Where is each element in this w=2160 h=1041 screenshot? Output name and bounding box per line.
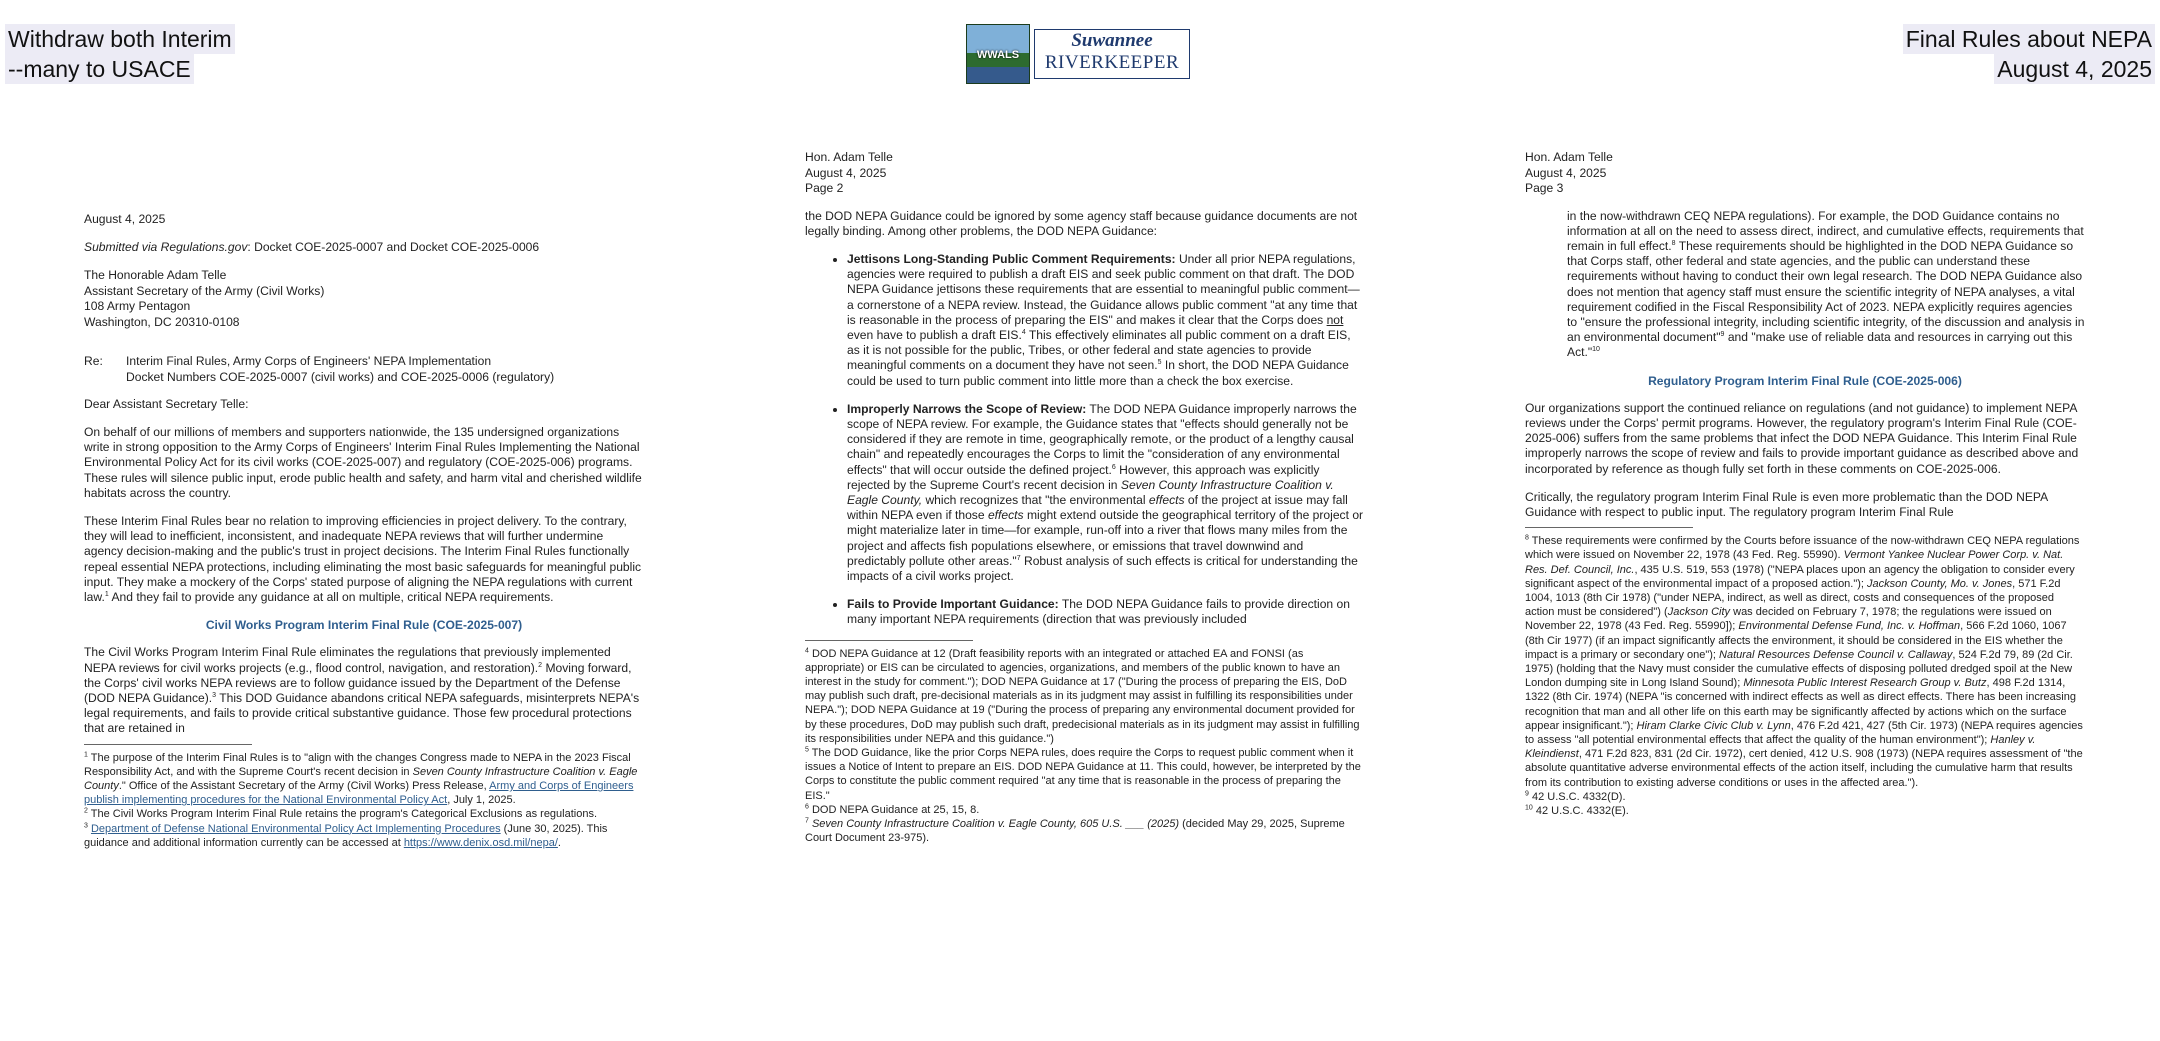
letter-page-3 [1525, 150, 2085, 818]
list-item: • Improperly Narrows the Scope of Review: The DOD NEPA Guidance improperly narrows the scope of NEPA review. For example, the Guidance states that "effects should generally not be considered if they are remote in time, geographically remote, or the product of a lengthy causal chain" and repeatedly encourages the Corps to limit the "consideration of any environmental effects" that will occur outside the defined project.$^6$ However, this approach was explicitly rejected by the Supreme Court's recent decision in Seven County Infrastructure Coalition v. Eagle County, which recognizes that "the environmental effects of the project at issue may fall within NEPA even if those effects might extend outside the geographical territory of the project or might materialize later in time—for example, run-off into a river that flows many miles from the project and affects fish populations elsewhere, or emissions that travel downwind and predictably pollute other areas."$^7$ Robust analysis of such effects is critical for understanding the impacts of a civil works project. [847, 402, 1365, 584]
page-header: Hon. Adam Telle August 4, 2025 Page 2 [805, 150, 893, 195]
header-right-line1: Final Rules about NEPA [1903, 24, 2155, 54]
footnote-divider [805, 640, 973, 641]
footnote-divider [1525, 527, 1693, 528]
suwannee-riverkeeper-logo [1034, 29, 1190, 79]
footnote: $^5$ The DOD Guidance, like the prior Corps NEPA rules, does require the Corps to request public comment when it issues a Notice of Intent to prepare an EIS. DOD NEPA Guidance at 11. This could, however, be interpreted by the Corps to constitute the public comment required "at any time that is reasonable in the process of preparing the EIS." [805, 746, 1361, 802]
footnote: $^1$ The purpose of the Interim Final Rules is to "align with the changes Congress made to NEPA in the 2023 Fiscal Responsibility Act, and with the Supreme Court's recent decision in Seven County Infrastructure Coalition v. Eagle County." Office of the Assistant Secretary of the Army (Civil Works) Press Release, Army and Corps of Engineers publish implementing procedures for the National Environmental Policy Act, July 1, 2025. [84, 751, 638, 807]
section-heading: Regulatory Program Interim Final Rule (COE-2025-006) [1648, 373, 1962, 388]
header-right-note [1903, 24, 2155, 84]
footnote: $^8$ These requirements were confirmed by the Courts before issuance of the now-withdrawn CEQ NEPA regulations which were issued on November 22, 1978 (43 Fed. Reg. 55990). Vermont Yankee Nuclear Power Corp. v. Nat. Res. Def. Council, Inc., 435 U.S. 519, 553 (1978) ("NEPA places upon an agency the obligation to consider every significant aspect of the environmental impact of a proposed action."); Jackson County, Mo. v. Jones, 571 F.2d 1004, 1013 (8th Cir 1978) ("under NEPA, indirect, as well as direct, costs and consequences of the proposed action must be considered") (Jackson City was decided on February 7, 1978; the regulations were issued on November 22, 1978 (43 Fed. Reg. 55990]); Environmental Defense Fund, Inc. v. Hoffman, 566 F.2d 1060, 1067 (8th Cir 1977) (if an impact significantly affects the environment, it should be considered in the EIS whether the impact is a primary or secondary one"); Natural Resources Defense Council v. Callaway, 524 F.2d 79, 89 (2d Cir. 1975) (holding that the Navy must consider the cumulative effects of disposing polluted dredged spoil at the New London dumping site in Long Island Sound); Minnesota Public Interest Research Group v. Butz, 498 F.2d 1314, 1322 (8th Cir. 1974) (NEPA "is concerned with indirect effects as well as direct effects. There has been increasing recognition that man and all other life on this earth may be significantly affected by actions which on the surface appear insignificant."); Hiram Clarke Civic Club v. Lynn, 476 F.2d 421, 427 (5th Cir. 1973) (NEPA requires agencies to assess "all potential environmental effects that affect the quality of the human environment"); Hanley v. Kleindienst, 471 F.2d 823, 831 (2d Cir. 1972), cert denied, 412 U.S. 908 (1973) (NEPA requires assessment of "the absolute quantitative adverse environmental effects of the action itself, including the cumulative harm that results from its contribution to existing adverse conditions or uses in the affected area."). [1525, 534, 2083, 789]
salutation: Dear Assistant Secretary Telle: [84, 396, 249, 411]
submitted-line: Submitted via Regulations.gov: Docket COE-2025-0007 and Docket COE-2025-0006 [84, 240, 540, 255]
logo-line2: RIVERKEEPER [1044, 52, 1180, 73]
footnote-divider [84, 744, 252, 745]
paragraph: the DOD NEPA Guidance could be ignored by some agency staff because guidance documents are not legally binding. Among other problems, the DOD NEPA Guidance: [805, 208, 1358, 238]
header-right-line2: August 4, 2025 [1994, 54, 2155, 84]
list-item: • Fails to Provide Important Guidance: The DOD NEPA Guidance fails to provide direction on many important NEPA requirements (direction that was previously included [847, 597, 1365, 627]
logo-line1: Suwannee [1071, 30, 1153, 51]
recipient-address: The Honorable Adam Telle Assistant Secretary of the Army (Civil Works) 108 Army Pentagon Washington, DC 20310-0108 [84, 268, 325, 329]
press-release-link[interactable]: Army and Corps of Engineers publish implementing procedures for the National Environmental Policy Act [84, 780, 634, 807]
header-left-note [5, 24, 235, 84]
footnote: $^3$ Department of Defense National Environmental Policy Act Implementing Procedures (June 30, 2025). This guidance and additional information currently can be accessed at https://www.denix.osd.mil/nepa/. [84, 822, 608, 849]
footnote: $^2$ The Civil Works Program Interim Final Rule retains the program's Categorical Exclusions as regulations. [84, 807, 598, 821]
paragraph: On behalf of our millions of members and supporters nationwide, the 135 undersigned organizations write in strong opposition to the Army Corps of Engineers' Interim Final Rules Implementing the National Environmental Policy Act for its civil works (COE-2025-007) and regulatory (COE-2025-006) programs. These rules will silence public input, erode public health and safety, and harm vital and cherished wildlife habitats across the country. [84, 425, 642, 500]
section-heading: Civil Works Program Interim Final Rule (COE-2025-007) [205, 618, 523, 633]
bullet-list [805, 252, 1365, 628]
re-line: Re: Interim Final Rules, Army Corps of Engineers' NEPA Implementation Docket Numbers COE-2025-0007 (civil works) and COE-2025-0006 (regulatory) [84, 354, 555, 384]
paragraph: Critically, the regulatory program Interim Final Rule is even more problematic than the DOD NEPA Guidance with respect to public input. The regulatory program Interim Final Rule [1525, 489, 2048, 519]
denix-link[interactable]: https://www.denix.osd.mil/nepa/ [403, 836, 558, 849]
wwals-logo-text: WWALS [976, 49, 1020, 61]
paragraph: The Civil Works Program Interim Final Rule eliminates the regulations that previously implemented NEPA reviews for civil works projects (e.g., flood control, navigation, and restoration).$^2$ Moving forward, the Corps' civil works NEPA reviews are to follow guidance issued by the Department of the Defense (DOD NEPA Guidance).$^3$ This DOD Guidance abandons critical NEPA safeguards, misinterprets NEPA's legal requirements, and fails to provide critical substantive guidance. Those few procedural protections that are retained in [84, 645, 640, 736]
page-header: Hon. Adam Telle August 4, 2025 Page 3 [1525, 150, 1613, 195]
footnote: $^{10}$ 42 U.S.C. 4332(E). [1525, 804, 1629, 818]
logo [966, 24, 1193, 84]
footnote: $^7$ Seven County Infrastructure Coalition v. Eagle County, 605 U.S. ___ (2025) (decided May 29, 2025, Supreme Court Document 23-975). [805, 817, 1345, 845]
letter-page-1 [84, 150, 644, 850]
dod-procedures-link[interactable]: Department of Defense National Environmental Policy Act Implementing Procedures [90, 822, 501, 835]
header-left-line1: Withdraw both Interim [5, 24, 235, 54]
wwals-logo-icon [966, 24, 1030, 84]
footnote: $^6$ DOD NEPA Guidance at 25, 15, 8. [805, 803, 980, 816]
letter-page-2 [805, 150, 1365, 845]
footnote: $^4$ DOD NEPA Guidance at 12 (Draft feasibility reports with an integrated or attached EA and FONSI (as appropriate) or EIS can be circulated to agencies, organizations, and members of the public known to have an interest in the study for comment."); DOD NEPA Guidance at 17 ("During the process of preparing the EIS, DoD may publish such draft, pre-decisional materials as in its judgment may assist in fulfilling its responsibilities under NEPA."); DOD NEPA Guidance at 19 ("During the process of preparing any environmental document provided for by these procedures, DoD may publish such draft, predecisional materials as in its judgment may assist in fulfilling its responsibilities under NEPA and this guidance.") [805, 646, 1360, 745]
list-item: • Jettisons Long-Standing Public Comment Requirements: Under all prior NEPA regulations, agencies were required to publish a draft EIS and seek public comment on that draft. The DOD NEPA Guidance jettisons these requirements that are essential to meaningful public comment—a cornerstone of a NEPA review. Instead, the Guidance allows public comment "at any time that is reasonable in the process of preparing the EIS" and makes it clear that the Corps does not even have to publish a draft EIS.$^4$ This effectively eliminates all public comment on a draft EIS, as it is not possible for the public, Tribes, or other federal and state agencies to provide meaningful comments on a document they have not seen.$^5$ In short, the DOD NEPA Guidance could be used to turn public comment into little more than a check the box exercise. [847, 252, 1365, 389]
letter-date: August 4, 2025 [84, 212, 166, 226]
paragraph: Our organizations support the continued reliance on regulations (and not guidance) to implement NEPA reviews under the Corps' permit programs. However, the regulatory program's Interim Final Rule (COE-2025-006) suffers from the same problems that infect the DOD NEPA Guidance. This Interim Final Rule improperly narrows the scope of review and fails to provide important guidance as described above and incorporated by reference as though fully set forth in these comments on COE-2025-006. [1525, 400, 2079, 476]
paragraph: in the now-withdrawn CEQ NEPA regulations). For example, the DOD Guidance contains no information at all on the need to assess direct, indirect, and cumulative effects, requirements that remain in full effect.$^8$ These requirements should be highlighted in the DOD NEPA Guidance so that Corps staff, other federal and state agencies, and the public can understand these requirements without having to conduct their own legal research. The DOD NEPA Guidance also does not mention that agency staff must ensure the scientific integrity of NEPA analyses, a vital requirement codified in the Fiscal Responsibility Act of 2023. NEPA explicitly requires agencies to "ensure the professional integrity, including scientific integrity, of the discussion and analysis in an environmental document"$^9$ and "make use of reliable data and resources in carrying out this Act."$^{10}$ [1567, 208, 2085, 360]
paragraph: These Interim Final Rules bear no relation to improving efficiencies in project delivery. To the contrary, they will lead to inefficient, inconsistent, and inadequate NEPA reviews that will further undermine agency decision-making and the public's trust in project decisions. The Interim Final Rules functionally repeal essential NEPA protections, including eliminating the most basic safeguards for meaningful public input. They make a mockery of the Corps' stated purpose of aligning the NEPA regulations with current law.$^1$ And they fail to provide any guidance at all on multiple, critical NEPA requirements. [84, 514, 642, 605]
header-left-line2: --many to USACE [5, 54, 194, 84]
footnote: $^9$ 42 U.S.C. 4332(D). [1525, 790, 1626, 803]
